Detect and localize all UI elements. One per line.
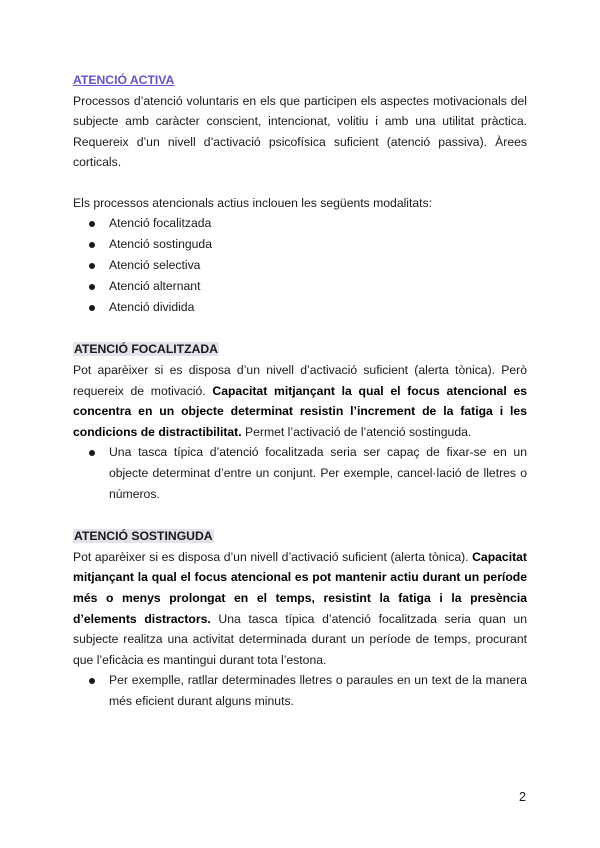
section-sustained-attention (73, 526, 527, 712)
bullet-dot-icon (89, 221, 95, 227)
bullet-dot-icon (89, 242, 95, 248)
list-item: Atenció selectiva (73, 255, 527, 276)
section-title-focused-attention: ATENCIÓ FOCALITZADA (74, 342, 218, 357)
bullet-dot-icon (89, 678, 95, 684)
section-title-sustained-attention: ATENCIÓ SOSTINGUDA (74, 529, 213, 544)
bullet-dot-icon (89, 450, 95, 456)
section-title-active-attention: ATENCIÓ ACTIVA (73, 73, 175, 87)
focused-attention-paragraph: Pot aparèixer si es disposa d’un nivell d’activació suficient (alerta tònica). Però requereix de motivació. Capacitat mitjançant la qual el focus atencional es concentra en un objecte determinat resistin l’increment de la fatiga i les condicions de distractibilitat. Permet l’activació de l’atenció sostinguda. (73, 362, 528, 439)
bullet-dot-icon (89, 284, 95, 290)
sustained-attention-definition: Capacitat mitjançant la qual el focus atencional es pot mantenir actiu durant un període més o menys prolongat en el temps, resistint la fatiga i la presència d’elements distractors. (73, 549, 527, 626)
list-item: Una tasca típica d’atenció focalitzada seria ser capaç de fixar-se en un objecte determinat d’entre un conjunt. Per exemple, cancel·lació de lletres o números. (73, 442, 527, 505)
focused-attention-examples (73, 442, 527, 505)
section-focused-attention (73, 339, 527, 505)
list-item: Atenció dividida (73, 297, 527, 318)
list-item: Atenció sostinguda (73, 234, 527, 255)
active-attention-paragraph: Processos d’atenció voluntaris en els que participen els aspectes motivacionals del subjecte amb caràcter conscient, intencionat, volitiu i amb una utilitat pràctica. Requereix d’un nivell d’activació psicofísica suficient (atenció passiva). Àrees corticals. (73, 93, 527, 170)
page-number: 2 (519, 790, 526, 804)
bullet-dot-icon (89, 305, 95, 311)
document-page (73, 70, 527, 712)
bullet-dot-icon (89, 263, 95, 269)
modalities-intro: Els processos atencionals actius inclouen les següents modalitats: (73, 195, 433, 210)
sustained-attention-examples (73, 670, 527, 712)
list-item: Atenció alternant (73, 276, 527, 297)
list-item: Atenció focalitzada (73, 213, 527, 234)
section-active-attention (73, 70, 527, 318)
sustained-attention-paragraph: Pot aparèixer si es disposa d’un nivell d’activació suficient (alerta tònica). Capacitat mitjançant la qual el focus atencional es pot mantenir actiu durant un període més o menys prolongat en el temps, resistint la fatiga i la presència d’elements distractors. Una tasca típica d’atenció focalitzada seria quan un subjecte realitza una activitat determinada durant un període de temps, procurant que l’eficàcia es mantingui durant tota l’estona. (73, 549, 527, 667)
focused-attention-definition: Capacitat mitjançant la qual el focus atencional es concentra en un objecte determinat resistin l’increment de la fatiga i les condicions de distractibilitat. (73, 383, 528, 439)
list-item: Per exemplle, ratllar determinades lletres o paraules en un text de la manera més eficient durant alguns minuts. (73, 670, 527, 712)
modalities-list (73, 213, 527, 318)
